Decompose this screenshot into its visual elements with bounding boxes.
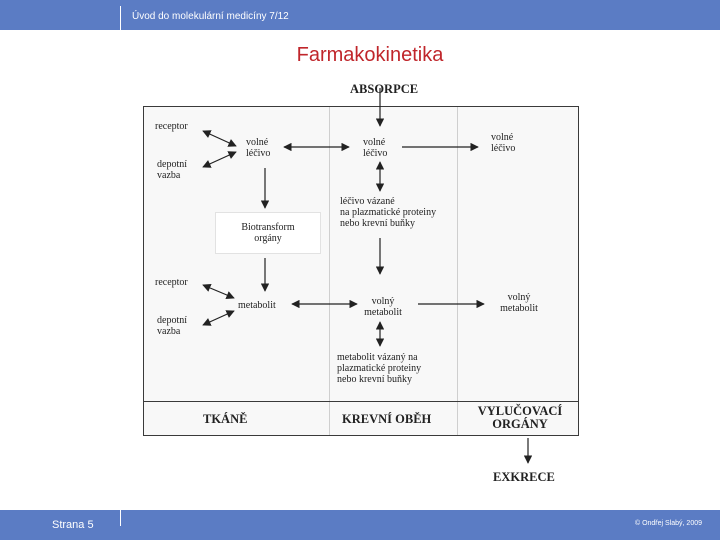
column-excretory-organs: VYLUČOVACÍ ORGÁNY <box>477 404 563 431</box>
column-blood: KREVNÍ OBĚH <box>342 412 432 426</box>
blood-free-drug: volné léčivo <box>363 137 388 159</box>
receptor-top: receptor <box>155 121 188 132</box>
arrow-receptor-top <box>203 131 236 146</box>
blood-bound-metabolite: metabolit vázaný na plazmatické proteiny nebo krevní buňky <box>337 352 422 385</box>
organ-free-drug: volné léčivo <box>491 132 516 154</box>
organ-free-metabolite: volný metabolit <box>500 292 538 314</box>
copyright: © Ondřej Slabý, 2009 <box>634 520 702 527</box>
tissue-metabolite: metabolit <box>238 300 276 311</box>
depot-binding-bottom: depotní vazba <box>157 315 187 337</box>
blood-bound-drug: léčivo vázané na plazmatické proteiny nebo krevní buňky <box>340 196 437 229</box>
excretion-label: EXKRECE <box>493 470 555 484</box>
column-tissues: TKÁNĚ <box>203 412 248 426</box>
absorption-label: ABSORPCE <box>350 82 419 96</box>
tissue-free-drug: volné léčivo <box>246 137 271 159</box>
footer-divider <box>120 510 121 526</box>
page-number: Strana 5 <box>52 519 94 531</box>
receptor-bottom: receptor <box>155 277 188 288</box>
course-title: Úvod do molekulární medicíny 7/12 <box>132 11 289 22</box>
biotransform-label: Biotransform orgány <box>241 222 295 244</box>
depot-binding-top: depotní vazba <box>157 159 187 181</box>
blood-free-metabolite: volný metabolit <box>364 296 402 318</box>
arrow-depot-bottom <box>203 311 234 325</box>
footer-bar <box>0 510 720 540</box>
arrow-receptor-bottom <box>203 285 234 298</box>
arrow-depot-top <box>203 152 236 167</box>
slide-title: Farmakokinetika <box>296 44 444 66</box>
